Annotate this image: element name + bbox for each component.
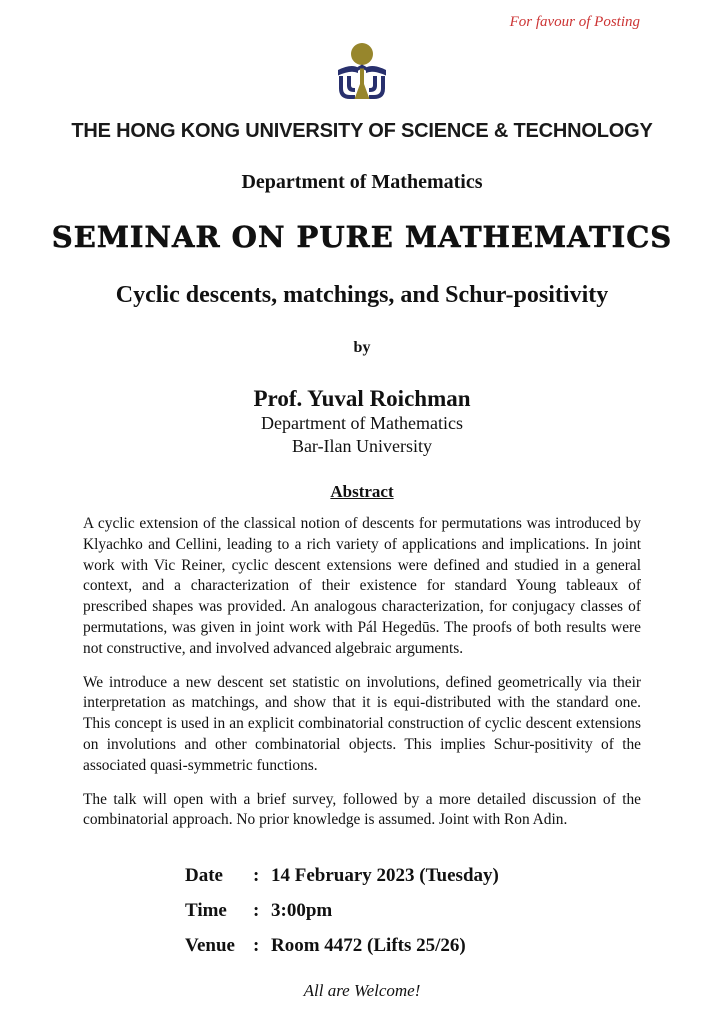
abstract-heading: Abstract bbox=[330, 482, 394, 501]
detail-row-venue bbox=[185, 935, 724, 957]
abstract-body bbox=[83, 514, 641, 831]
department-name: Department of Mathematics bbox=[241, 171, 483, 193]
detail-label-date: Date bbox=[185, 865, 223, 887]
speaker-name: Prof. Yuval Roichman bbox=[253, 386, 471, 411]
speaker-affiliation-university: Bar-Ilan University bbox=[291, 436, 433, 456]
abstract-paragraph-1: A cyclic extension of the classical notion of descents for permutations was introduced by Klyachko and Cellini, leading to a rich variety of applications and implications. In joint work with Vic Reiner, cyclic descent extensions were defined and studied in a general context, and a characterization of their existence for standard Young tableaux of prescribed shapes was provided. An analogous characterization, for conjugacy classes of permutations, was given in joint work with Pál Hegedūs. The proofs of both results were not constructive, and involved advanced algebraic arguments. bbox=[83, 515, 641, 657]
detail-separator: : bbox=[253, 900, 260, 922]
abstract-paragraph-3: The talk will open with a brief survey, followed by a more detailed discussion of the combinatorial approach. No prior knowledge is assumed. Joint with Ron Adin. bbox=[83, 790, 641, 829]
hkust-logo-icon bbox=[324, 94, 400, 111]
detail-value-venue: Room 4472 (Lifts 25/26) bbox=[271, 935, 466, 957]
talk-title: Cyclic descents, matchings, and Schur-positivity bbox=[115, 282, 609, 308]
speaker-affiliation-department: Department of Mathematics bbox=[261, 413, 463, 433]
university-name: THE HONG KONG UNIVERSITY OF SCIENCE & TECHNOLOGY bbox=[71, 120, 653, 142]
seminar-series-title: SEMINAR ON PURE MATHEMATICS bbox=[51, 220, 673, 254]
detail-value-time: 3:00pm bbox=[271, 900, 333, 922]
detail-separator: : bbox=[253, 935, 260, 957]
detail-row-time bbox=[185, 900, 724, 922]
event-details bbox=[185, 865, 724, 957]
abstract-paragraph-2: We introduce a new descent set statistic on involutions, defined geometrically via their interpretation as matchings, and show that it is equi-distributed with the standard one. This concept is used in an explicit combinatorial construction of cyclic descent extensions on involutions and other combinatorial objects. This implies Schur-positivity of the associated quasi-symmetric functions. bbox=[83, 673, 641, 774]
detail-label-time: Time bbox=[185, 900, 227, 922]
detail-separator: : bbox=[253, 865, 260, 887]
welcome-note: All are Welcome! bbox=[303, 981, 421, 1001]
by-label: by bbox=[353, 339, 371, 356]
detail-value-date: 14 February 2023 (Tuesday) bbox=[271, 865, 499, 887]
posting-note: For favour of Posting bbox=[509, 14, 640, 30]
detail-label-venue: Venue bbox=[185, 935, 235, 957]
detail-row-date bbox=[185, 865, 724, 887]
logo-container bbox=[0, 41, 724, 112]
